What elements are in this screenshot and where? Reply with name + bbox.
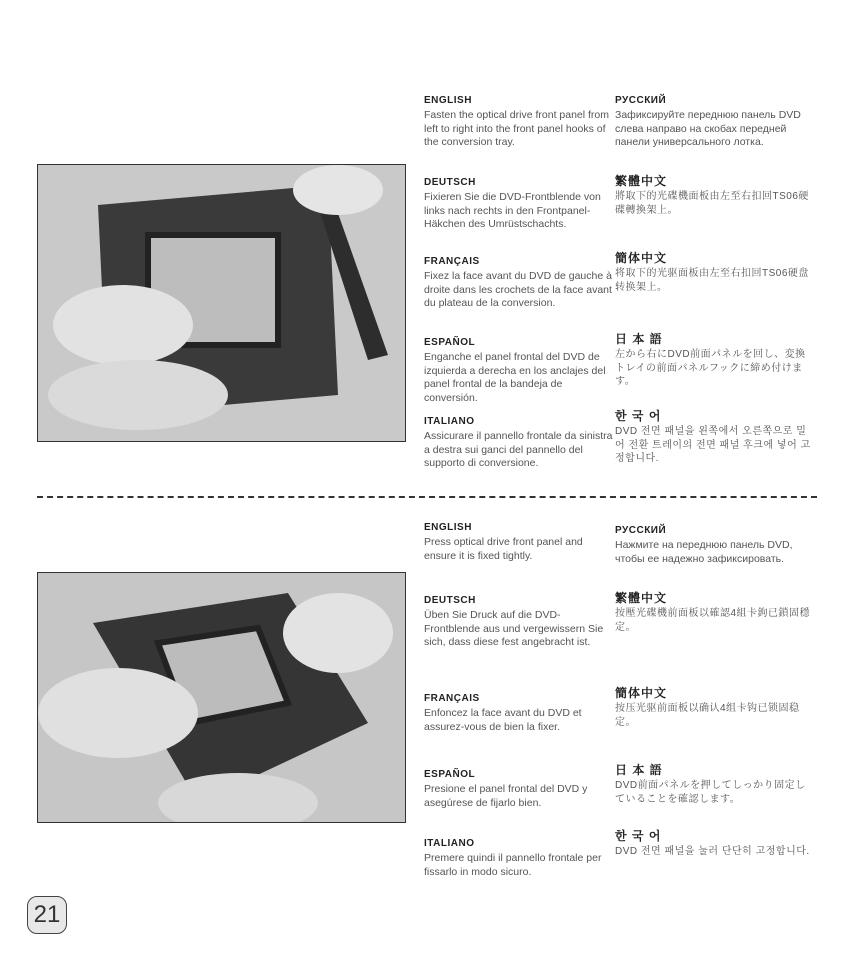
instruction-text: Assicurare il pannello frontale da sinistra a destra sui ganci del pannello del supporto di conversione.	[424, 430, 613, 469]
photo-illustration	[38, 165, 405, 441]
language-heading: ENGLISH	[424, 95, 472, 106]
instruction-text: 将取下的光驱面板由左至右扣回TS06硬盘转换架上。	[615, 268, 809, 293]
language-heading: DEUTSCH	[424, 595, 476, 606]
section2-espanol	[424, 768, 614, 810]
section2-deutsch	[424, 594, 614, 650]
section2-simp-chinese	[615, 687, 815, 729]
instruction-text: 按压光驱前面板以确认4组卡钩已锁固稳定。	[615, 703, 800, 728]
section1-korean	[615, 410, 815, 466]
section2-russian	[615, 524, 815, 566]
instruction-text: Press optical drive front panel and ensure it is fixed tightly.	[424, 536, 583, 562]
instruction-text: DVD 전면 패널을 왼쪽에서 오른쪽으로 밀어 전환 트레이의 전면 패널 후크에 넣어 고정합니다.	[615, 426, 811, 464]
instruction-text: Зафиксируйте переднюю панель DVD слева направо на скобах передней панели универсального лотка.	[615, 109, 801, 148]
language-heading: 한 국 어	[615, 829, 662, 843]
instruction-text: Presione el panel frontal del DVD y asegúrese de fijarlo bien.	[424, 783, 588, 809]
instruction-text: Fasten the optical drive front panel from left to right into the front panel hooks of the conversion tray.	[424, 109, 610, 148]
photo-illustration	[38, 573, 405, 822]
language-heading: РУССКИЙ	[615, 95, 667, 106]
photo-tray-panel-hooking	[37, 164, 406, 442]
instruction-text: Fixez la face avant du DVD de gauche à droite dans les crochets de la face avant du plateau de la conversion.	[424, 270, 612, 309]
instruction-text: Premere quindi il pannello frontale per fissarlo in modo sicuro.	[424, 852, 602, 878]
instruction-text: Enfoncez la face avant du DVD et assurez-vous de bien la fixer.	[424, 707, 582, 733]
section1-japanese	[615, 333, 815, 389]
section2-japanese	[615, 764, 815, 806]
language-heading: 日 本 語	[615, 763, 663, 777]
language-heading: ESPAÑOL	[424, 769, 476, 780]
section1-deutsch	[424, 176, 614, 232]
language-heading: РУССКИЙ	[615, 525, 667, 536]
instruction-text: Fixieren Sie die DVD-Frontblende von links nach rechts in den Frontpanel-Häkchen des Umrüstschachts.	[424, 191, 601, 230]
section1-espanol	[424, 336, 614, 405]
language-heading: ENGLISH	[424, 522, 472, 533]
section2-italiano	[424, 837, 614, 879]
section2-english	[424, 521, 614, 563]
language-heading: FRANÇAIS	[424, 693, 480, 704]
instruction-text: Нажмите на переднюю панель DVD, чтобы ее надежно зафиксировать.	[615, 539, 793, 565]
instruction-text: 按壓光碟機前面板以確認4組卡鉤已鎖固穩定。	[615, 608, 811, 633]
instruction-text: Üben Sie Druck auf die DVD-Frontblende aus und vergewissern Sie sich, dass diese fest angebracht ist.	[424, 609, 604, 648]
language-heading: DEUTSCH	[424, 177, 476, 188]
instruction-text: Enganche el panel frontal del DVD de izquierda a derecha en los anclajes del panel frontal de la bandeja de conversión.	[424, 351, 606, 404]
language-heading: FRANÇAIS	[424, 256, 480, 267]
section1-simp-chinese	[615, 252, 815, 294]
section2-trad-chinese	[615, 592, 815, 634]
section2-francais	[424, 692, 614, 734]
section1-russian	[615, 94, 815, 150]
language-heading: 簡体中文	[615, 686, 668, 700]
language-heading: ITALIANO	[424, 416, 475, 427]
section-divider	[37, 496, 817, 498]
section1-english	[424, 94, 614, 150]
language-heading: 簡体中文	[615, 251, 668, 265]
section1-trad-chinese	[615, 175, 815, 217]
language-heading: 한 국 어	[615, 409, 662, 423]
instruction-text: 將取下的光碟機面板由左至右扣回TS06硬碟轉換架上。	[615, 191, 809, 216]
section1-italiano	[424, 415, 614, 471]
photo-pressing-front-panel	[37, 572, 406, 823]
language-heading: 繁體中文	[615, 591, 668, 605]
language-heading: ITALIANO	[424, 838, 475, 849]
language-heading: 繁體中文	[615, 174, 668, 188]
instruction-text: DVD 전면 패널을 눌러 단단히 고정합니다.	[615, 846, 810, 857]
language-heading: ESPAÑOL	[424, 337, 476, 348]
page-number: 21	[27, 896, 67, 934]
section2-korean	[615, 830, 815, 859]
instruction-text: DVD前面パネルを押してしっかり固定していることを確認します。	[615, 780, 806, 805]
language-heading: 日 本 語	[615, 332, 663, 346]
section1-francais	[424, 255, 614, 311]
instruction-text: 左から右にDVD前面パネルを回し、変換トレイの前面パネルフックに締め付けます。	[615, 349, 806, 387]
